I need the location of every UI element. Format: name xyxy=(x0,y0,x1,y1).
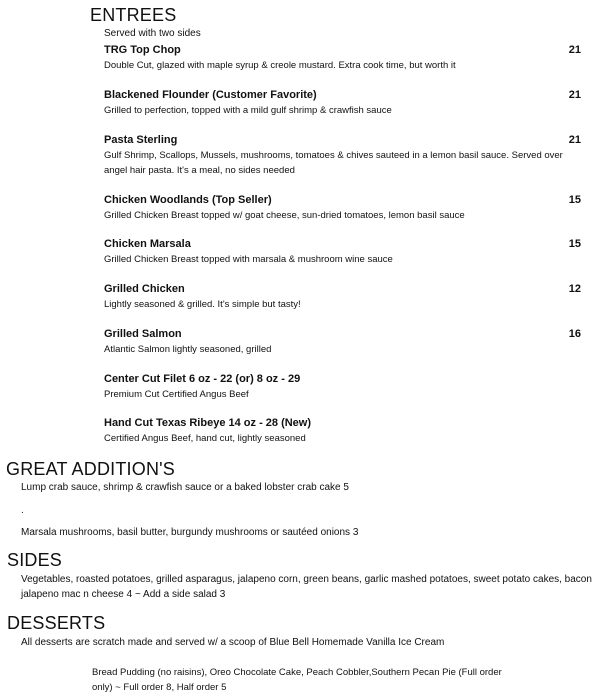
menu-item-desc: Premium Cut Certified Angus Beef xyxy=(104,389,249,400)
menu-item-name: Chicken Woodlands (Top Seller) xyxy=(104,194,272,206)
additions-heading: GREAT ADDITION'S xyxy=(6,459,175,479)
menu-item-name: Grilled Chicken xyxy=(104,283,185,295)
menu-item-name: Grilled Salmon xyxy=(104,328,182,340)
menu-item-price: 15 xyxy=(568,194,581,206)
menu-item-desc: Lightly seasoned & grilled. It's simple but tasty! xyxy=(104,299,301,310)
menu-item-desc: Atlantic Salmon lightly seasoned, grilled xyxy=(104,344,272,355)
menu-item-name: TRG Top Chop xyxy=(104,44,181,56)
menu-item-desc: Certified Angus Beef, hand cut, lightly seasoned xyxy=(104,433,306,444)
menu-item-name: Pasta Sterling xyxy=(104,134,178,146)
menu-item-price: 21 xyxy=(568,134,581,146)
menu-item-name: Chicken Marsala xyxy=(104,238,191,250)
additions-dot: . xyxy=(21,505,24,516)
menu-item-price: 12 xyxy=(568,283,581,295)
additions-line: Lump crab sauce, shrimp & crawfish sauce or a baked lobster crab cake 5 xyxy=(21,482,349,493)
menu-item-desc: Grilled Chicken Breast topped with marsala & mushroom wine sauce xyxy=(104,254,393,265)
menu-item-price: 16 xyxy=(568,328,581,340)
desserts-intro: All desserts are scratch made and served w/ a scoop of Blue Bell Homemade Vanilla Ice Cream xyxy=(21,637,445,648)
menu-item-desc: Grilled to perfection, topped with a mild gulf shrimp & crawfish sauce xyxy=(104,105,392,116)
entrees-subtitle: Served with two sides xyxy=(104,28,201,39)
menu-item-name: Hand Cut Texas Ribeye 14 oz - 28 (New) xyxy=(104,417,312,429)
menu-item-price: 15 xyxy=(568,238,581,250)
menu-item-desc: Grilled Chicken Breast topped w/ goat cheese, sun-dried tomatoes, lemon basil sauce xyxy=(104,210,465,221)
entrees-heading: ENTREES xyxy=(90,5,177,25)
menu-item-desc: Double Cut, glazed with maple syrup & creole mustard. Extra cook time, but worth it xyxy=(104,60,456,71)
additions-line: Marsala mushrooms, basil butter, burgundy mushrooms or sautéed onions 3 xyxy=(21,527,359,538)
menu-item-price: 21 xyxy=(568,89,581,101)
sides-text: Vegetables, roasted potatoes, grilled asparagus, jalapeno corn, green beans, garlic mashed potatoes, sweet potato cakes, bacon jalapeno mac n cheese 4 ~ Add a side salad 3 xyxy=(21,574,592,600)
desserts-heading: DESSERTS xyxy=(7,613,106,633)
menu-item-name: Center Cut Filet 6 oz - 22 (or) 8 oz - 29 xyxy=(104,373,301,385)
menu-item-desc: Gulf Shrimp, Scallops, Mussels, mushrooms, tomatoes & chives sauteed in a lemon basil sauce. Served over angel hair pasta. It's a meal, no sides needed xyxy=(104,150,563,176)
sides-heading: SIDES xyxy=(7,550,63,570)
menu-item-name: Blackened Flounder (Customer Favorite) xyxy=(104,89,317,101)
desserts-list: Bread Pudding (no raisins), Oreo Chocolate Cake, Peach Cobbler,Southern Pecan Pie (Full order only) ~ Full order 8, Half order 5 xyxy=(92,667,502,693)
menu-item-price: 21 xyxy=(568,44,581,56)
